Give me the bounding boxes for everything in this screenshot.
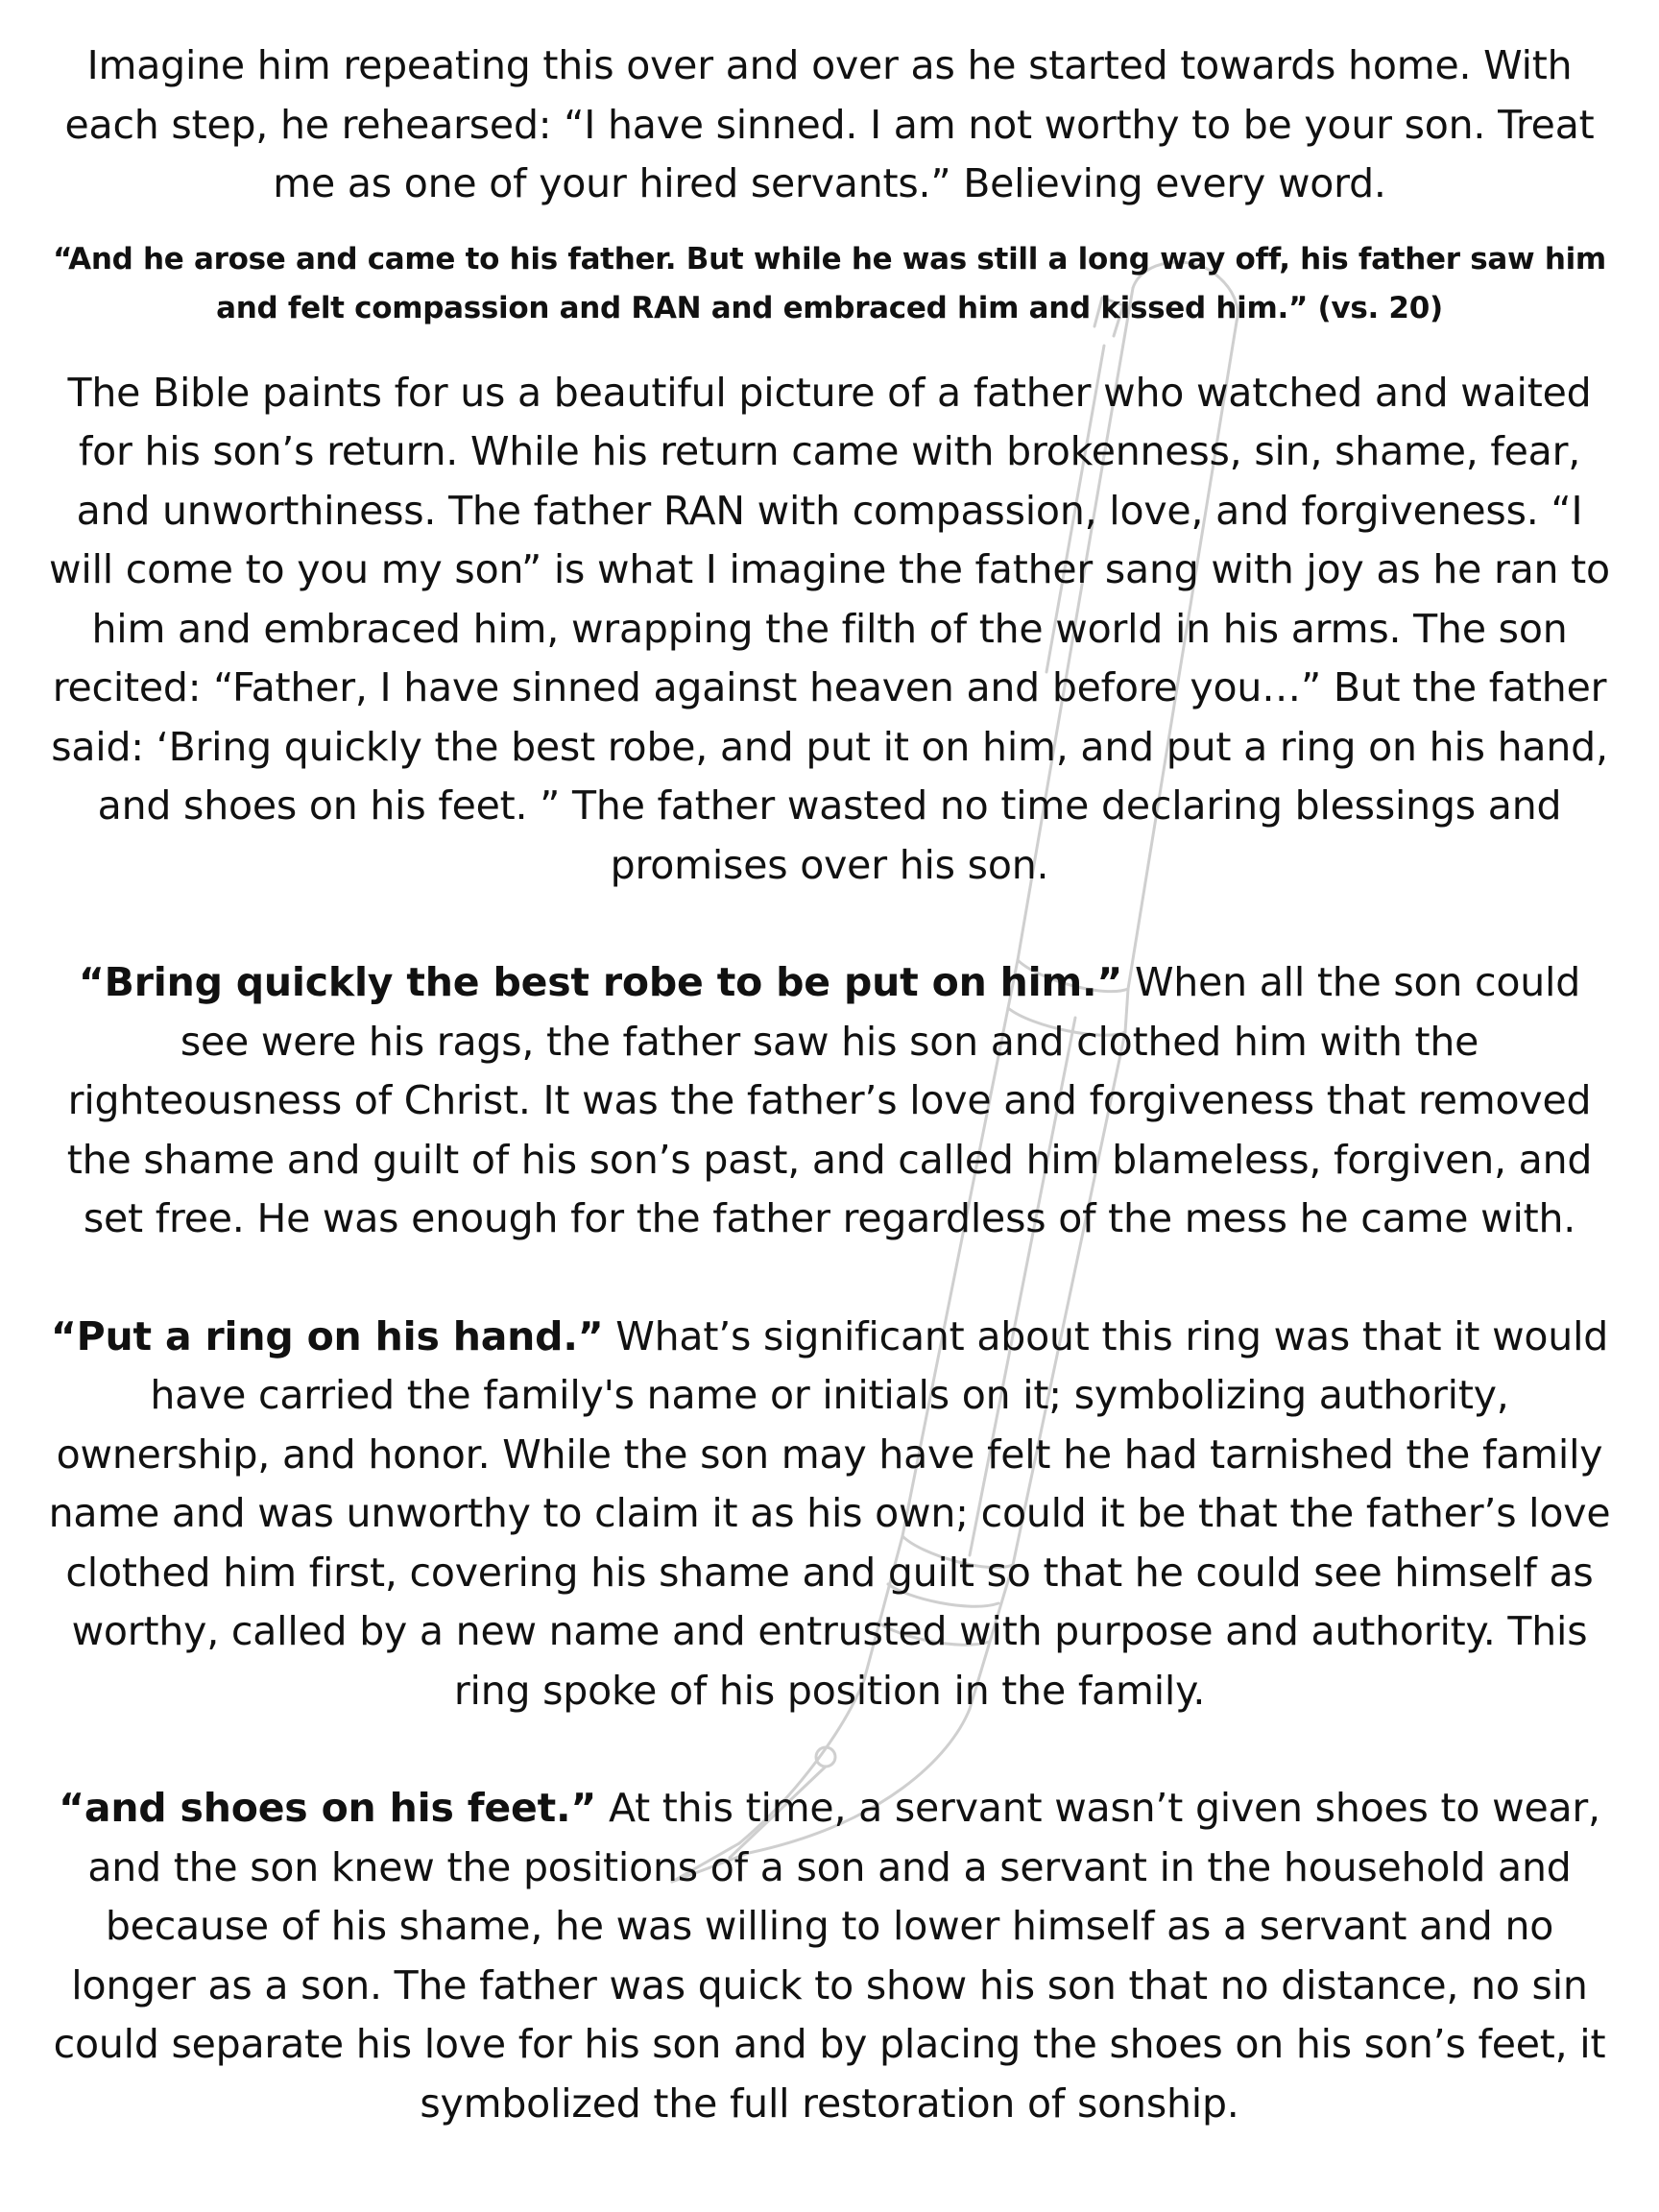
robe-lead-quote: “Bring quickly the best robe to be put on him.” [78,959,1123,1005]
ring-lead-quote: “Put a ring on his hand.” [50,1312,604,1359]
shoes-paragraph [42,1779,1617,2133]
shoes-body-text: At this time, a servant wasn’t given shoes to wear, and the son knew the positions of a son and a servant in the household and because of his shame, he was willing to lower himself as a servant and no longer as a son. The father was quick to show his son that no distance, no sin could separate his love for his son and by placing the shoes on his son’s feet, it symbolized the full restoration of sonship. [53,1785,1606,2127]
intro-paragraph: Imagine him repeating this over and over as he started towards home. With each step, he rehearsed: “I have sinned. I am not worthy to be your son. Treat me as one of your hired servants.” Believing every word. [64,42,1595,206]
shoes-lead-quote: “and shoes on his feet.” [59,1785,597,1831]
robe-paragraph [42,953,1617,1249]
ring-body-text: What’s significant about this ring was that it would have carried the family's name or initials on it; symbolizing authority, ownership, and honor. While the son may have felt he had tarnished the family name and was unworthy to claim it as his own; could it be that the father’s love clothed him first, covering his shame and guilt so that he could see himself as worthy, called by a new name and entrusted with purpose and authority. This ring spoke of his position in the family. [48,1312,1611,1714]
father-picture-paragraph: The Bible paints for us a beautiful picture of a father who watched and waited for his son’s return. While his return came with brokenness, sin, shame, fear, and unworthiness. The father RAN with compassion, love, and forgiveness. “I will come to you my son” is what I imagine the father sang with joy as he ran to him and embraced him, wrapping the filth of the world in his arms. The son recited: “Father, I have sinned against heaven and before you…” But the father said: ‘Bring quickly the best robe, and put it on him, and put a ring on his hand, and shoes on his feet. ” The father wasted no time declaring blessings and promises over his son. [49,369,1610,888]
ring-paragraph [42,1308,1617,1721]
verse-quote: “And he arose and came to his father. But while he was still a long way off, his father saw him and felt compassion and RAN and embraced him and kissed him.” (vs. 20) [53,241,1606,325]
document-body [42,0,1617,2133]
robe-body-text: When all the son could see were his rags, the father saw his son and clothed him with the righteousness of Christ. It was the father’s love and forgiveness that removed the shame and guilt of his son’s past, and called him blameless, forgiven, and set free. He was enough for the father regardless of the mess he came with. [66,959,1593,1241]
